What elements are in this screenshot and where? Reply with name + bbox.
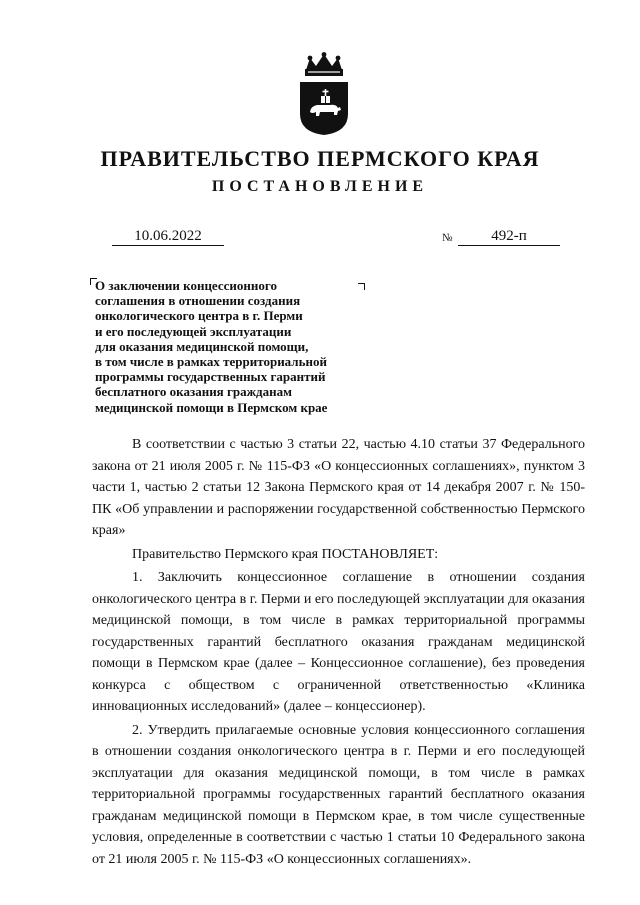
subject-line: и его последующей эксплуатации (95, 323, 292, 339)
clause-1-paragraph: 1. Заключить концессионное соглашение в отношении создания онкологического центра в г. Перми и его последующей эксплуатации для оказания медицинской помощи, в том числе в рамках территориальной программы государственных гарантий бесплатного оказания гражданам медицинской помощи в Пермском крае (далее – Концессионное соглашение), без проведения конкурса с обществом с ограниченной ответственностью «Клиника инновационных исследований» (далее – концессионер). (92, 570, 585, 714)
subject-line: медицинской помощи в Пермском крае (95, 399, 328, 415)
subject-line: в том числе в рамках территориальной (95, 354, 327, 370)
subject-line: для оказания медицинской помощи, (95, 338, 309, 354)
subject-line: онкологического центра в г. Перми (95, 308, 303, 324)
subject-line: бесплатного оказания гражданам (95, 384, 292, 400)
document-body (92, 434, 585, 872)
perm-krai-coat-of-arms-icon (296, 52, 352, 136)
preamble-paragraph: В соответствии с частью 3 статьи 22, частью 4.10 статьи 37 Федерального закона от 21 июля 2005 г. № 115-ФЗ «О концессионных соглашениях», пунктом 3 части 1, частью 2 статьи 12 Закона Пермского края от 14 декабря 2007 г. № 150-ПК «Об управлении и распоряжении государственной собственностью Пермского края» (92, 437, 585, 538)
government-title: ПРАВИТЕЛЬСТВО ПЕРМСКОГО КРАЯ (100, 146, 540, 171)
document-date: 10.06.2022 (112, 227, 224, 246)
subject-line: программы государственных гарантий (95, 369, 326, 385)
subject-line: О заключении концессионного (95, 278, 277, 293)
document-subject (95, 278, 385, 415)
number-label: № (442, 232, 453, 244)
document-number: 492-п (458, 227, 560, 246)
resolution-statement: Правительство Пермского края ПОСТАНОВЛЯЕТ: (132, 546, 439, 562)
document-type: ПОСТАНОВЛЕНИЕ (211, 178, 429, 195)
subject-line: соглашения в отношении создания (95, 293, 301, 309)
clause-2-paragraph: 2. Утвердить прилагаемые основные условия концессионного соглашения в отношении создания онкологического центра в г. Перми и его последующей эксплуатации для оказания медицинской помощи, в том числе в рамках территориальной программы государственных гарантий бесплатного оказания гражданам медицинской помощи в Пермском крае, в том числе существенные условия, определенные в соответствии с частью 1 статьи 10 Федерального закона от 21 июля 2005 г. № 115-ФЗ «О концессионных соглашениях». (92, 722, 585, 867)
